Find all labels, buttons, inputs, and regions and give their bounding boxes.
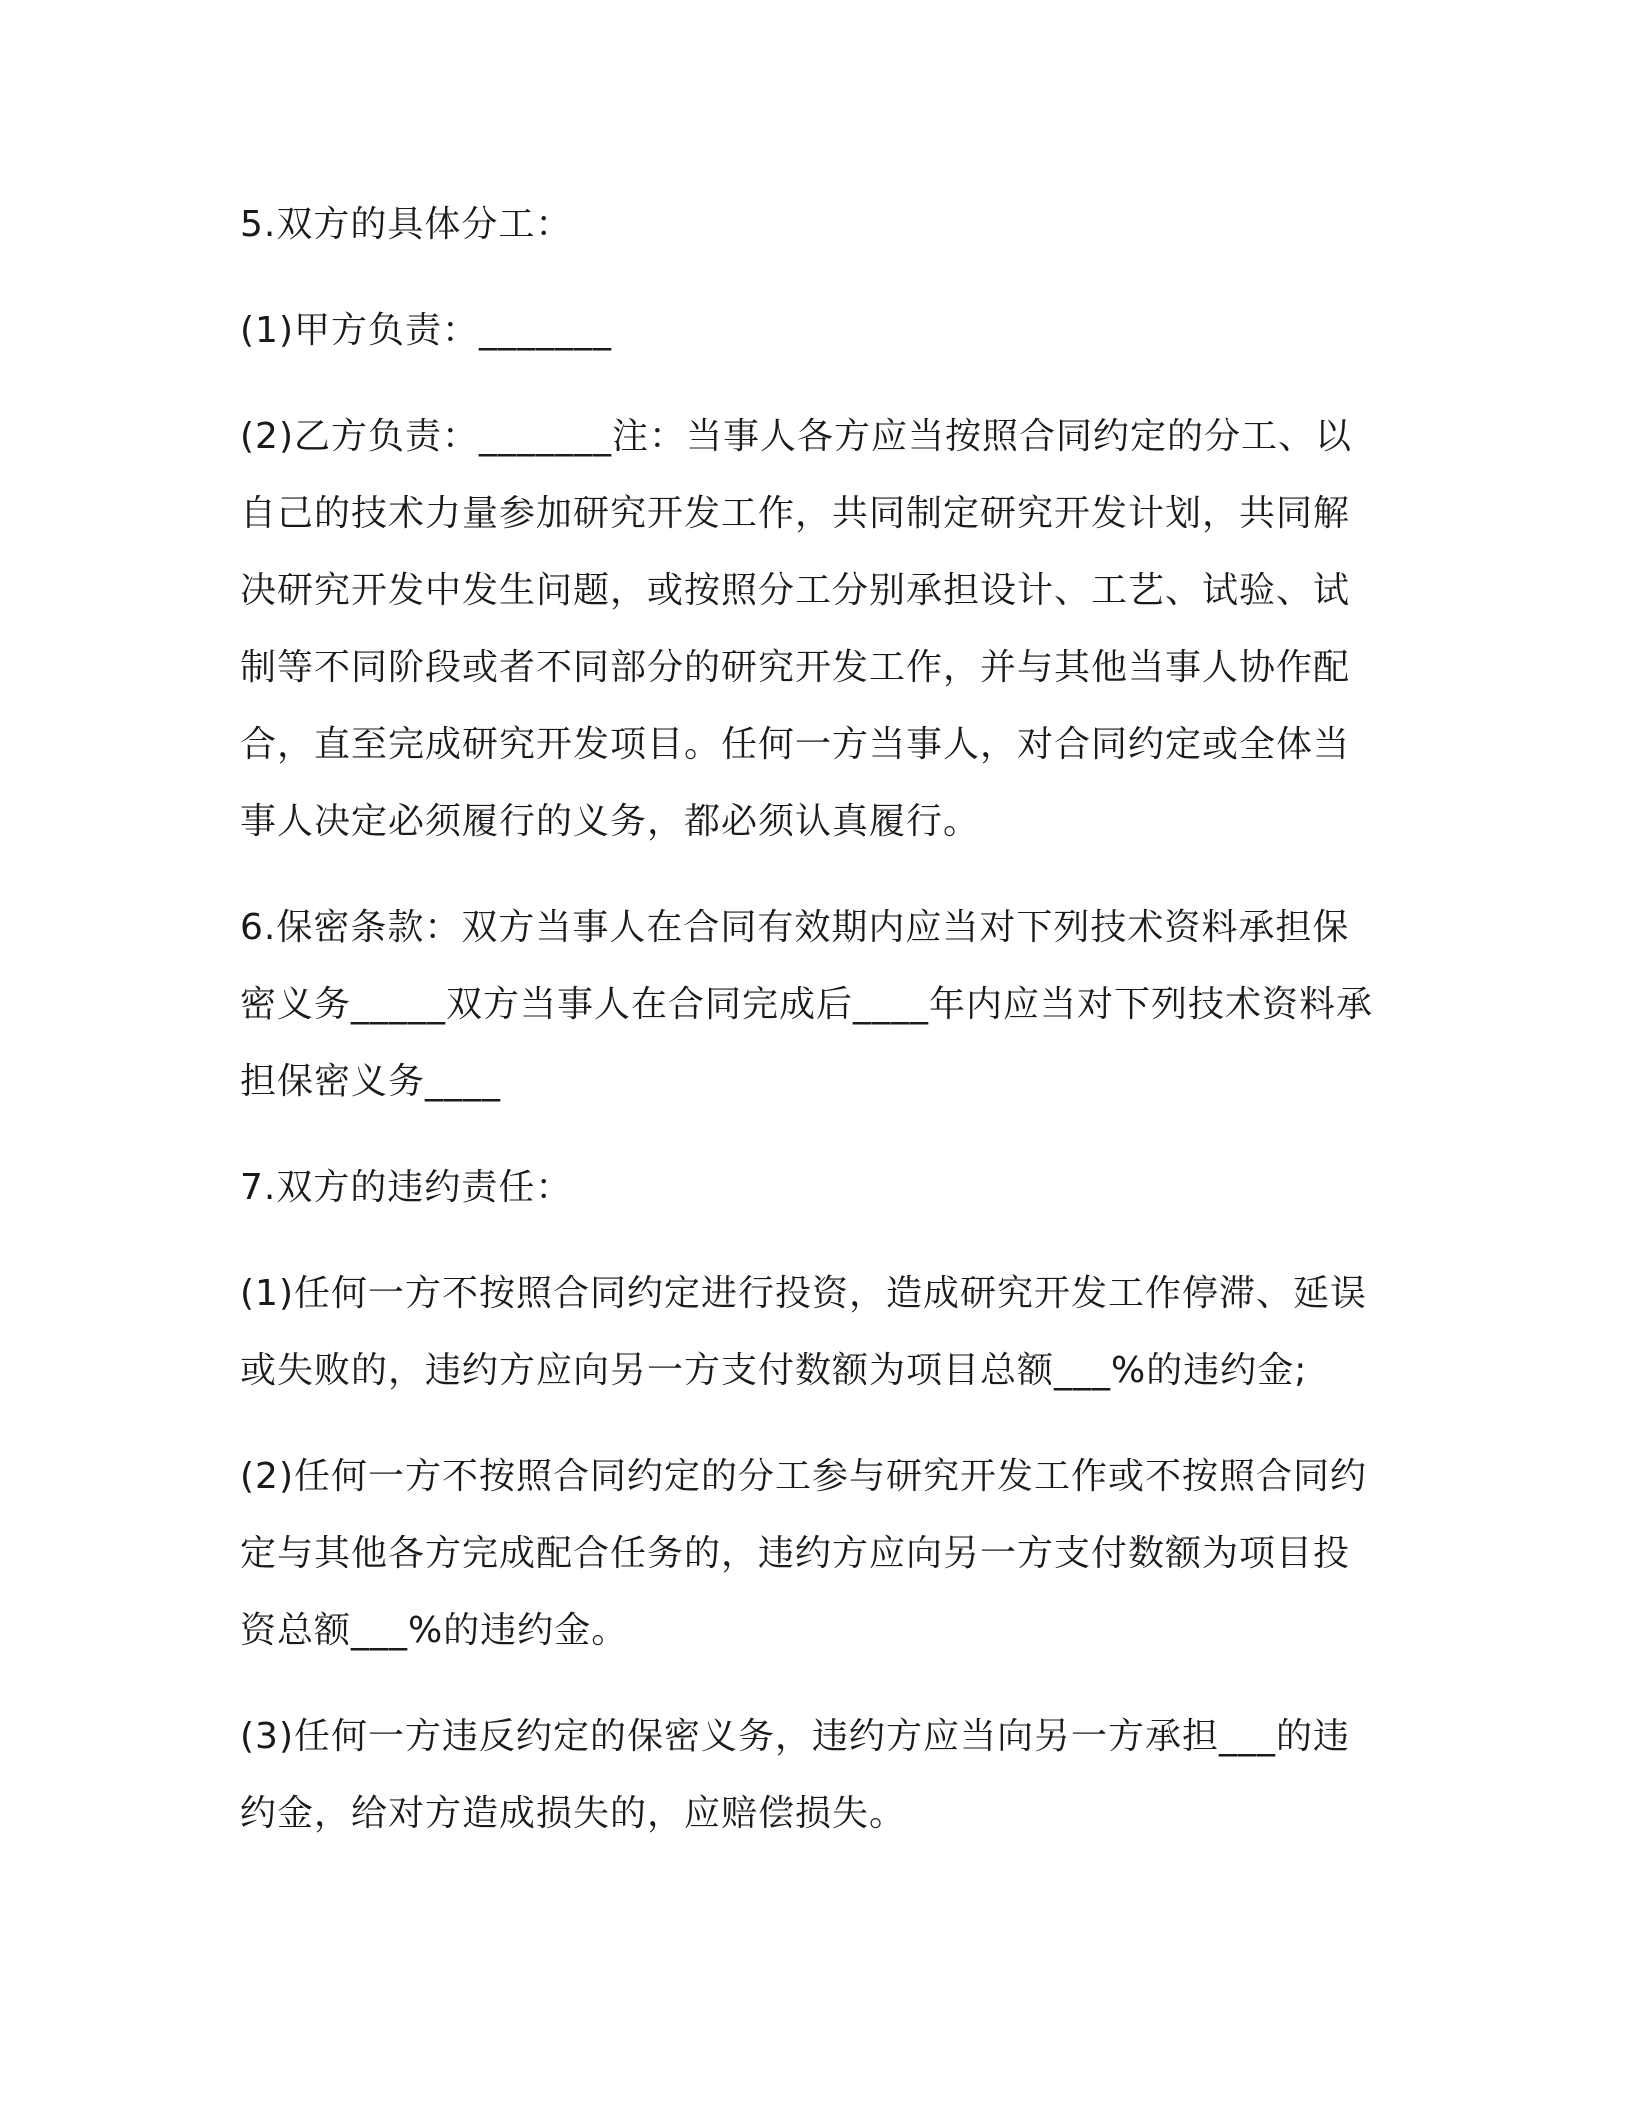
section-6-confidentiality: 6.保密条款：双方当事人在合同有效期内应当对下列技术资料承担保密义务_____双方当事人在合同完成后____年内应当对下列技术资料承担保密义务____ (240, 907, 1374, 1102)
clause-5-2-party-b: (2)乙方负责：_______注：当事人各方应当按照合同约定的分工、以自己的技术力量参加研究开发工作，共同制定研究开发计划，共同解决研究开发中发生问题，或按照分工分别承担设计、工艺、试验、试制等不同阶段或者不同部分的研究开发工作，并与其他当事人协作配合，直至完成研究开发项目。任何一方当事人，对合同约定或全体当事人决定必须履行的义务，都必须认真履行。 (240, 416, 1352, 842)
clause-5-1-party-a: (1)甲方负责：_______ (240, 310, 612, 351)
section-7-heading: 7.双方的违约责任： (240, 1167, 573, 1208)
clause-7-3: (3)任何一方违反约定的保密义务，违约方应当向另一方承担___的违约金，给对方造成损失的，应赔偿损失。 (240, 1716, 1350, 1834)
section-5-heading: 5.双方的具体分工： (240, 204, 573, 245)
clause-7-2: (2)任何一方不按照合同约定的分工参与研究开发工作或不按照合同约定与其他各方完成配合任务的，违约方应向另一方支付数额为项目投资总额___%的违约金。 (240, 1456, 1367, 1651)
clause-7-1: (1)任何一方不按照合同约定进行投资，造成研究开发工作停滞、延误或失败的，违约方应向另一方支付数额为项目总额___%的违约金; (240, 1273, 1367, 1391)
document-page (240, 186, 1380, 1881)
